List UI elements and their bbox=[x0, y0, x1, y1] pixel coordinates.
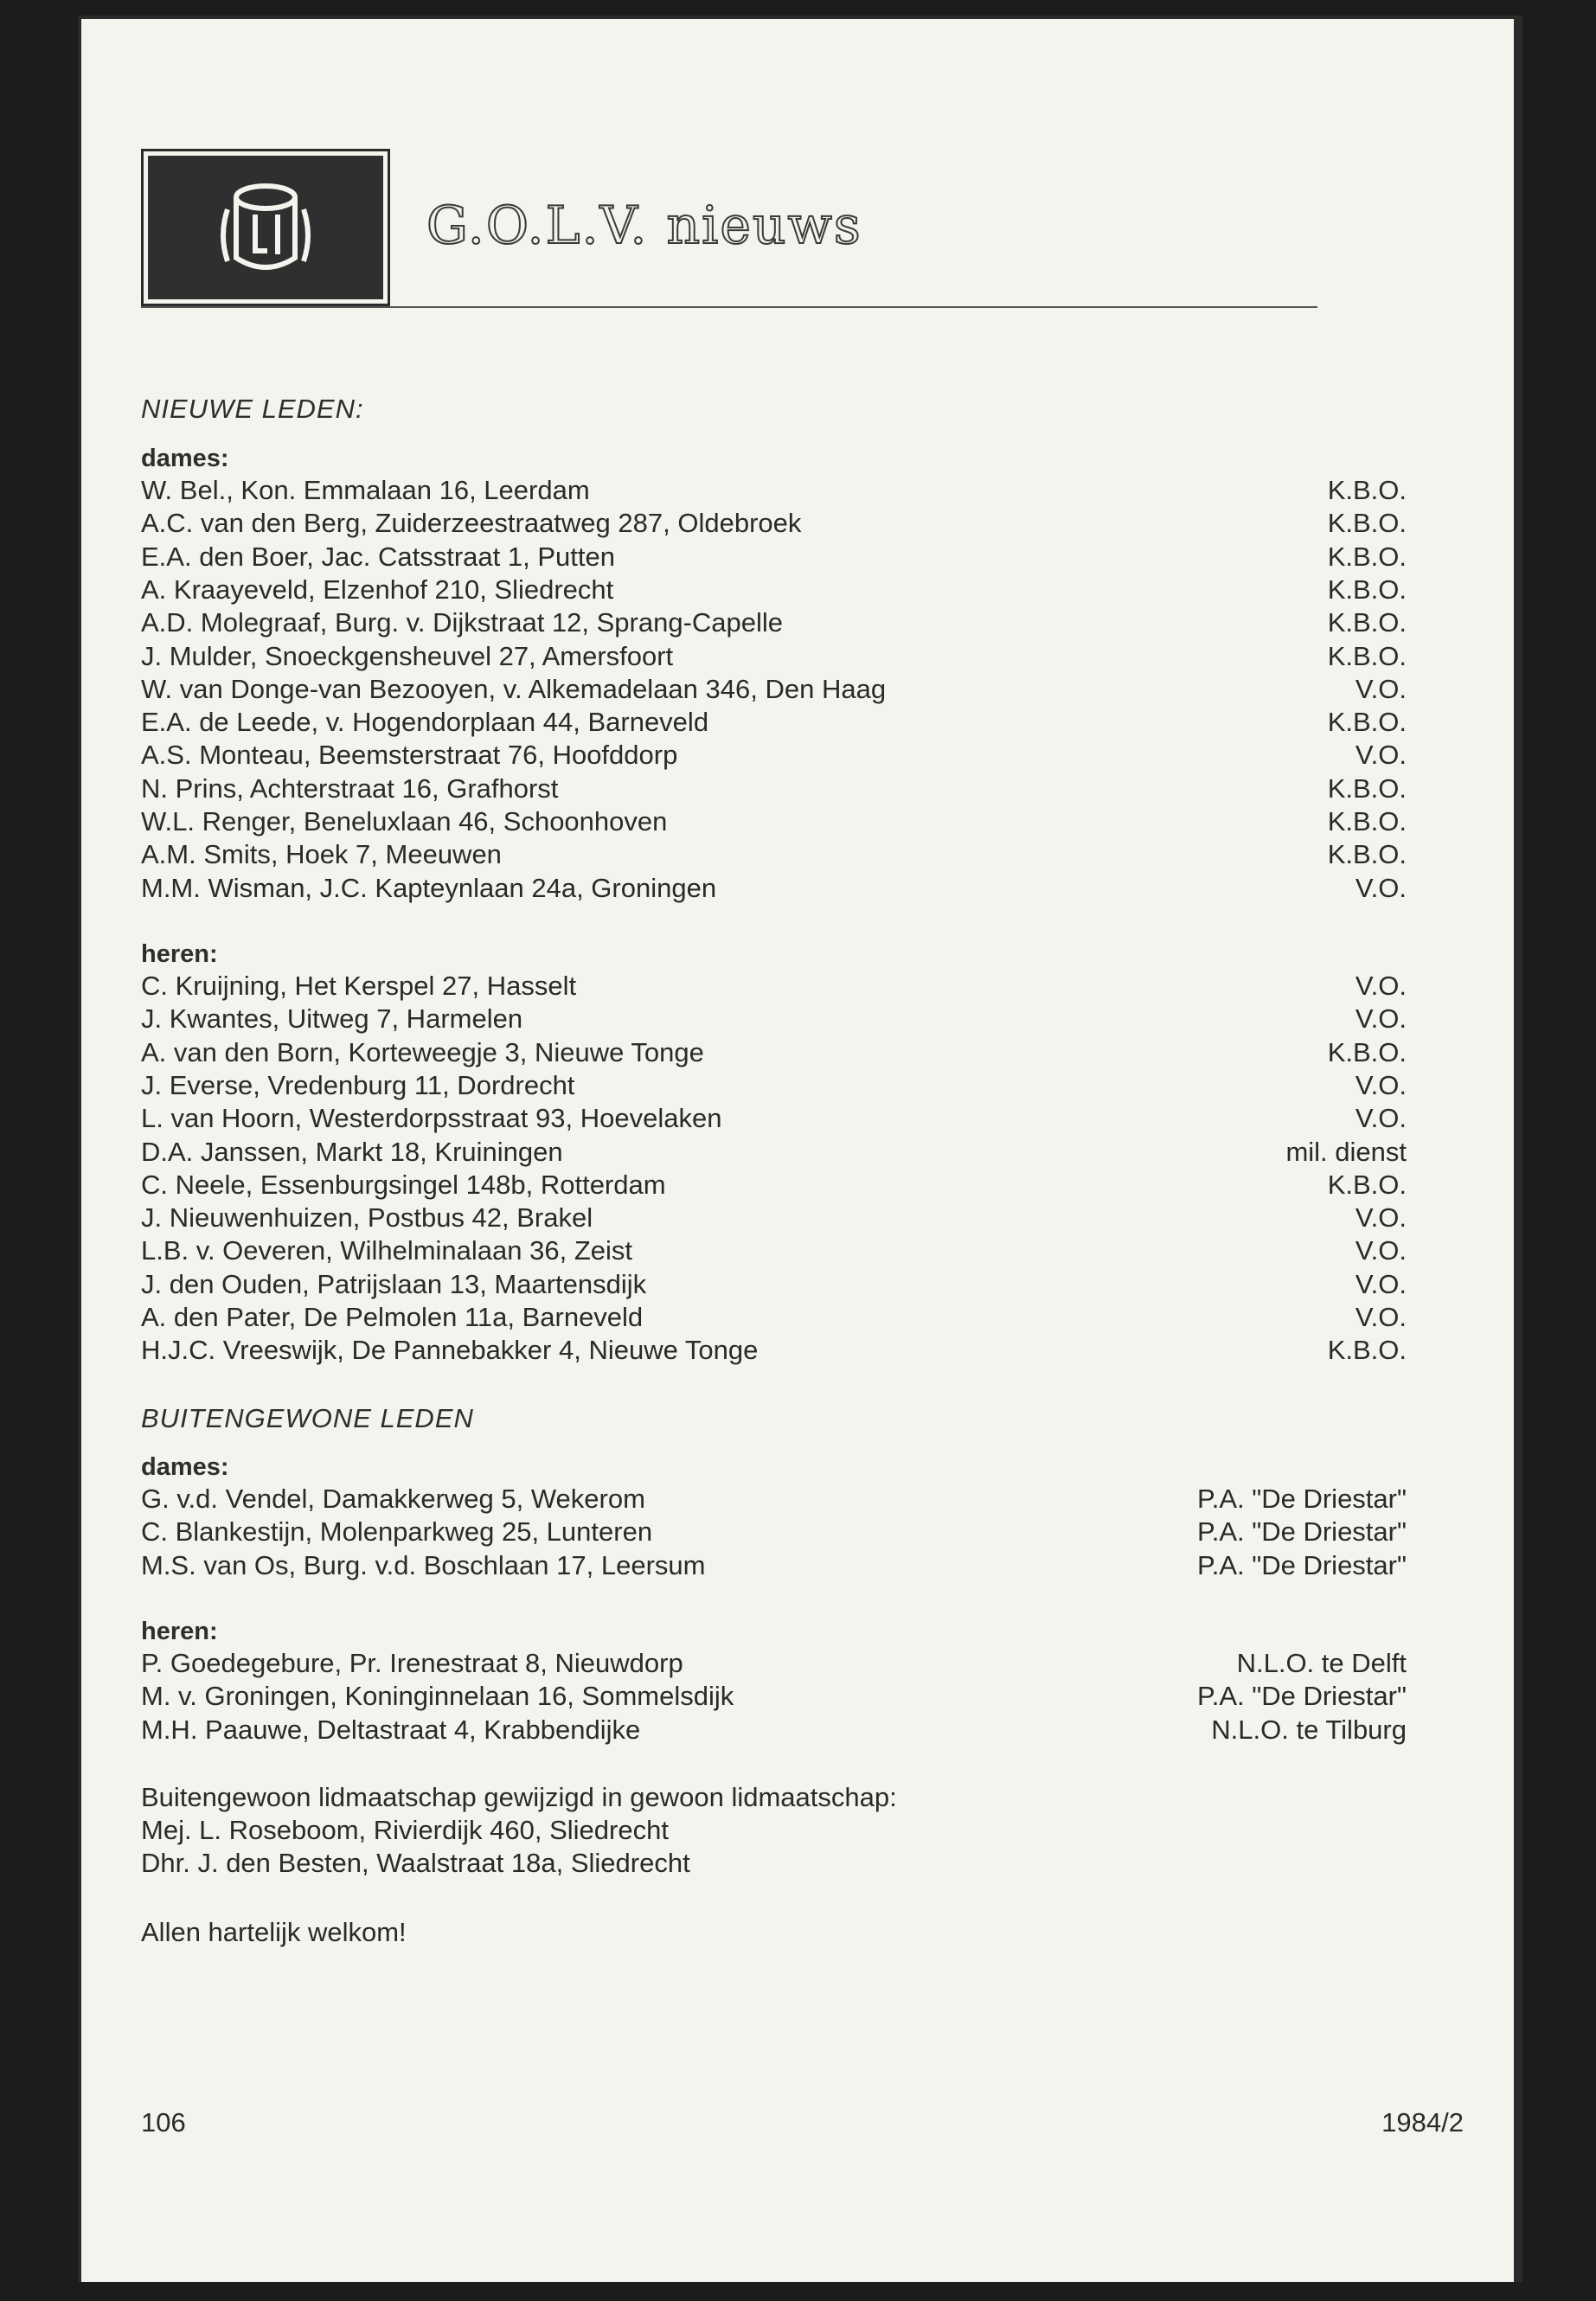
member-affiliation: V.O. bbox=[1355, 673, 1407, 704]
member-affiliation: V.O. bbox=[1355, 1302, 1407, 1332]
member-name-address: J. Mulder, Snoeckgensheuvel 27, Amersfoort bbox=[141, 640, 674, 671]
member-name-address: G. v.d. Vendel, Damakkerweg 5, Wekerom bbox=[141, 1484, 645, 1514]
page-border-top bbox=[78, 16, 1522, 19]
member-affiliation: P.A. "De Driestar" bbox=[1197, 1516, 1407, 1548]
member-affiliation: P.A. "De Driestar" bbox=[1197, 1681, 1407, 1712]
member-affiliation: K.B.O. bbox=[1327, 640, 1407, 671]
issue-number: 1984/2 bbox=[1381, 2107, 1464, 2138]
member-name-address: A. den Pater, De Pelmolen 11a, Barneveld bbox=[141, 1302, 644, 1332]
member-name-address: E.A. de Leede, v. Hogendorplaan 44, Barneveld bbox=[141, 707, 709, 738]
member-name-address: W. van Donge-van Bezooyen, v. Alkemadelaan 346, Den Haag bbox=[141, 673, 887, 704]
masthead-title: G.O.L.V. nieuws bbox=[426, 195, 862, 256]
member-name-address: M.S. van Os, Burg. v.d. Boschlaan 17, Leersum bbox=[141, 1549, 706, 1580]
member-affiliation: K.B.O. bbox=[1327, 541, 1407, 572]
member-name-address: A.C. van den Berg, Zuiderzeestraatweg 287, Oldebroek bbox=[141, 508, 802, 539]
member-name-address: J. Kwantes, Uitweg 7, Harmelen bbox=[141, 1003, 523, 1035]
closing-greeting: Allen hartelijk welkom! bbox=[141, 1917, 407, 1947]
member-row bbox=[141, 574, 1407, 606]
member-row bbox=[141, 1268, 1407, 1301]
group-heading-extra-women: dames: bbox=[141, 1453, 229, 1481]
member-affiliation: N.L.O. te Delft bbox=[1236, 1648, 1407, 1678]
member-affiliation: K.B.O. bbox=[1327, 574, 1407, 605]
member-affiliation: V.O. bbox=[1355, 872, 1407, 903]
member-affiliation: V.O. bbox=[1355, 1268, 1407, 1299]
member-name-address: N. Prins, Achterstraat 16, Grafhorst bbox=[141, 772, 559, 804]
member-row bbox=[141, 838, 1407, 871]
member-row bbox=[141, 805, 1407, 838]
member-affiliation: K.B.O. bbox=[1327, 1036, 1407, 1067]
member-name-address: A. Kraayeveld, Elzenhof 210, Sliedrecht bbox=[141, 574, 614, 605]
member-name-address: C. Neele, Essenburgsingel 148b, Rotterdam bbox=[141, 1169, 666, 1200]
member-row bbox=[141, 640, 1407, 673]
member-affiliation: K.B.O. bbox=[1327, 475, 1407, 505]
member-affiliation: V.O. bbox=[1355, 740, 1407, 771]
member-affiliation: V.O. bbox=[1355, 971, 1407, 1001]
member-row bbox=[141, 1714, 1407, 1747]
member-name-address: C. Kruijning, Het Kerspel 27, Hasselt bbox=[141, 971, 577, 1001]
member-row bbox=[141, 739, 1407, 772]
member-row bbox=[141, 1549, 1407, 1582]
member-affiliation: V.O. bbox=[1355, 1103, 1407, 1134]
member-row bbox=[141, 1516, 1407, 1548]
member-row bbox=[141, 872, 1407, 905]
member-name-address: A.M. Smits, Hoek 7, Meeuwen bbox=[141, 839, 502, 870]
member-row bbox=[141, 1301, 1407, 1334]
member-row bbox=[141, 1136, 1407, 1169]
member-row bbox=[141, 474, 1407, 507]
page-border-left bbox=[78, 16, 81, 2282]
membership-change-line: Mej. L. Roseboom, Rivierdijk 460, Sliedrecht bbox=[141, 1815, 669, 1845]
member-name-address: M.H. Paauwe, Deltastraat 4, Krabbendijke bbox=[141, 1714, 641, 1745]
member-name-address: E.A. den Boer, Jac. Catsstraat 1, Putten bbox=[141, 541, 615, 572]
member-name-address: W.L. Renger, Beneluxlaan 46, Schoonhoven bbox=[141, 806, 668, 836]
member-name-address: J. den Ouden, Patrijslaan 13, Maartensdijk bbox=[141, 1268, 647, 1299]
member-affiliation: P.A. "De Driestar" bbox=[1197, 1484, 1407, 1514]
member-name-address: W. Bel., Kon. Emmalaan 16, Leerdam bbox=[141, 475, 590, 505]
member-row bbox=[141, 706, 1407, 739]
member-affiliation: K.B.O. bbox=[1327, 508, 1407, 539]
member-name-address: L.B. v. Oeveren, Wilhelminalaan 36, Zeist bbox=[141, 1235, 633, 1266]
member-row bbox=[141, 1334, 1407, 1367]
membership-change-intro: Buitengewoon lidmaatschap gewijzigd in gewoon lidmaatschap: bbox=[141, 1782, 897, 1812]
section-heading-extraordinary: BUITENGEWONE LEDEN bbox=[141, 1403, 474, 1433]
group-heading-men: heren: bbox=[141, 940, 218, 968]
member-affiliation: K.B.O. bbox=[1327, 707, 1407, 738]
member-row bbox=[141, 1234, 1407, 1267]
group-heading-extra-men: heren: bbox=[141, 1618, 218, 1645]
member-row bbox=[141, 541, 1407, 574]
membership-change-line: Dhr. J. den Besten, Waalstraat 18a, Sliedrecht bbox=[141, 1848, 690, 1878]
masthead bbox=[141, 137, 1317, 310]
member-name-address: A.D. Molegraaf, Burg. v. Dijkstraat 12, Sprang-Capelle bbox=[141, 607, 784, 638]
member-affiliation: V.O. bbox=[1355, 1235, 1407, 1266]
member-affiliation: mil. dienst bbox=[1285, 1136, 1407, 1167]
page-number: 106 bbox=[141, 2107, 186, 2138]
member-name-address: M.M. Wisman, J.C. Kapteynlaan 24a, Groningen bbox=[141, 872, 717, 903]
member-name-address: J. Everse, Vredenburg 11, Dordrecht bbox=[141, 1069, 575, 1100]
masthead-divider bbox=[141, 306, 1317, 308]
member-affiliation: V.O. bbox=[1355, 1069, 1407, 1100]
member-name-address: M. v. Groningen, Koninginnelaan 16, Sommelsdijk bbox=[141, 1681, 734, 1712]
member-row bbox=[141, 1202, 1407, 1234]
member-affiliation: K.B.O. bbox=[1327, 772, 1407, 804]
member-row bbox=[141, 1102, 1407, 1135]
member-row bbox=[141, 1036, 1407, 1069]
section-heading-new-members: NIEUWE LEDEN: bbox=[141, 394, 364, 424]
member-row bbox=[141, 507, 1407, 540]
logo-emblem bbox=[148, 156, 383, 299]
member-affiliation: K.B.O. bbox=[1327, 806, 1407, 836]
member-affiliation: V.O. bbox=[1355, 1202, 1407, 1234]
member-row bbox=[141, 970, 1407, 1003]
member-row bbox=[141, 606, 1407, 639]
member-row bbox=[141, 1169, 1407, 1202]
page-border-right bbox=[1514, 16, 1522, 2282]
member-row bbox=[141, 772, 1407, 805]
member-name-address: J. Nieuwenhuizen, Postbus 42, Brakel bbox=[141, 1202, 593, 1234]
member-affiliation: N.L.O. te Tilburg bbox=[1211, 1714, 1407, 1745]
member-row bbox=[141, 1003, 1407, 1035]
member-row bbox=[141, 1483, 1407, 1516]
member-affiliation: P.A. "De Driestar" bbox=[1197, 1549, 1407, 1580]
member-name-address: P. Goedegebure, Pr. Irenestraat 8, Nieuwdorp bbox=[141, 1648, 683, 1678]
member-name-address: L. van Hoorn, Westerdorpsstraat 93, Hoevelaken bbox=[141, 1103, 722, 1134]
drum-logo-icon bbox=[217, 175, 314, 280]
member-affiliation: K.B.O. bbox=[1327, 1169, 1407, 1200]
member-name-address: A. van den Born, Korteweegje 3, Nieuwe Tonge bbox=[141, 1036, 704, 1067]
logo bbox=[141, 149, 390, 306]
member-affiliation: K.B.O. bbox=[1327, 839, 1407, 870]
member-row bbox=[141, 673, 1407, 706]
group-heading-women: dames: bbox=[141, 445, 229, 472]
member-row bbox=[141, 1680, 1407, 1713]
member-name-address: C. Blankestijn, Molenparkweg 25, Lunteren bbox=[141, 1516, 653, 1548]
member-name-address: D.A. Janssen, Markt 18, Kruiningen bbox=[141, 1136, 563, 1167]
member-name-address: H.J.C. Vreeswijk, De Pannebakker 4, Nieuwe Tonge bbox=[141, 1335, 759, 1366]
member-row bbox=[141, 1069, 1407, 1102]
member-affiliation: K.B.O. bbox=[1327, 1335, 1407, 1366]
member-affiliation: K.B.O. bbox=[1327, 607, 1407, 638]
member-row bbox=[141, 1647, 1407, 1680]
member-name-address: A.S. Monteau, Beemsterstraat 76, Hoofddorp bbox=[141, 740, 678, 771]
member-affiliation: V.O. bbox=[1355, 1003, 1407, 1035]
